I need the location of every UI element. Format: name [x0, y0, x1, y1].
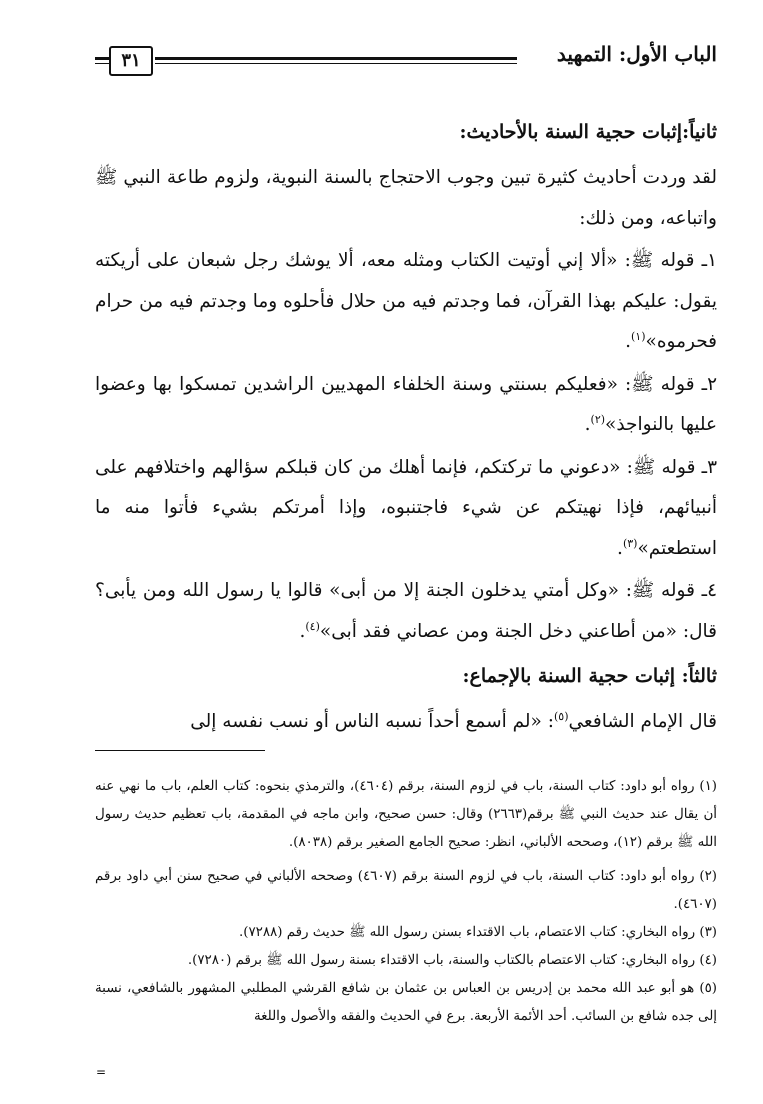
section-heading-hadith — [95, 110, 717, 154]
footnote: (٤) رواه البخاري: كتاب الاعتصام بالكتاب والسنة، باب الاقتداء بسنة رسول الله ﷺ برقم (٧٢٨٠). — [187, 953, 717, 968]
footnote-ref: (٣) — [622, 536, 638, 550]
hadith-item: ٢ـ قوله ﷺ: «فعليكم بسنتي وسنة الخلفاء المهديين الراشدين تمسكوا بها وعضوا عليها بالنواجذ»$^{(٢)}$. — [95, 373, 717, 435]
hadith-item: ٣ـ قوله ﷺ: «دعوني ما تركتكم، فإنما أهلك من كان قبلكم سؤالهم واختلافهم على أنبيائهم، فإذا نهيتكم عن شيء فاجتنبوه، وإذا أمرتكم بشيء فأتوا منه ما استطعتم»$^{(٣)}$. — [95, 456, 718, 559]
heading-lead: ثالثاً — [688, 665, 717, 687]
hadith-item: ١ـ قوله ﷺ: «ألا إني أوتيت الكتاب ومثله معه، ألا يوشك رجل شبعان على أريكته يقول: عليكم بهذا القرآن، فما وجدتم فيه من حلال فأحلوه وما وجدتم فيه من حرام فحرموه»$^{(١)}$. — [95, 250, 717, 352]
section-heading-ijma — [95, 654, 717, 698]
heading-title: : إثبات حجية السنة بالإجماع: — [462, 665, 689, 687]
footnotes — [95, 773, 717, 1031]
footnote: (٥) هو أبو عبد الله محمد بن إدريس بن العباس بن عثمان بن شافع القرشي المطلبي المشهور بالشافعي، نسبة إلى جده شافع بن السائب. أحد الأئمة الأربعة. برع في الحديث والفقه والأصول واللغة — [95, 981, 717, 1024]
footnote-ref: (٤) — [305, 619, 320, 633]
intro-paragraph: لقد وردت أحاديث كثيرة تبين وجوب الاحتجاج بالسنة النبوية، ولزوم طاعة النبي ﷺ واتباعه، ومن ذلك: — [95, 167, 717, 229]
hadith-item: ٤ـ قوله ﷺ: «وكل أمتي يدخلون الجنة إلا من أبى» قالوا يا رسول الله ومن يأبى؟ قال: «من أطاعني دخل الجنة ومن عصاني فقد أبى»$^{(٤)}$. — [95, 580, 717, 642]
footnote-ref: (١) — [631, 329, 646, 343]
footnote: (١) رواه أبو داود: كتاب السنة، باب في لزوم السنة، برقم (٤٦٠٤)، والترمذي بنحوه: كتاب العلم، باب ما نهي عنه أن يقال عند حديث النبي ﷺ برقم(٢٦٦٣) وقال: حسن صحيح، وابن ماجه في المقدمة، باب تعظيم حديث رسول الله ﷺ برقم (١٢)، وصححه الألباني، انظر: صحيح الجامع الصغير برقم (٨٠٣٨). — [95, 779, 718, 850]
ijma-paragraph: قال الإمام الشافعي$^{(٥)}$: «لم أسمع أحداً نسبه الناس أو نسب نفسه إلى — [190, 709, 717, 732]
header-rule-end-thin — [95, 63, 109, 64]
footnote: (٢) رواه أبو داود: كتاب السنة، باب في لزوم السنة برقم (٤٦٠٧) وصححه الألباني في صحيح سنن أبي داود برقم (٤٦٠٧). — [95, 869, 717, 912]
footnote-separator — [95, 750, 265, 751]
footnote-ref: (٥) — [554, 709, 569, 723]
running-header — [95, 40, 717, 80]
footnote: (٣) رواه البخاري: كتاب الاعتصام، باب الاقتداء بسنن رسول الله ﷺ حديث رقم (٧٢٨٨). — [238, 925, 717, 940]
header-rule — [155, 57, 517, 60]
header-rule-thin — [155, 63, 517, 64]
main-text — [95, 110, 717, 745]
page-number: ٣١ — [109, 46, 153, 76]
footnote-ref: (٢) — [590, 412, 606, 426]
header-rule-end — [95, 57, 109, 60]
continuation-mark: = — [96, 1065, 107, 1079]
heading-lead: ثانياً — [689, 121, 717, 143]
chapter-title: الباب الأول: التمهيد — [556, 42, 717, 66]
heading-title: :إثبات حجية السنة بالأحاديث: — [459, 121, 690, 143]
